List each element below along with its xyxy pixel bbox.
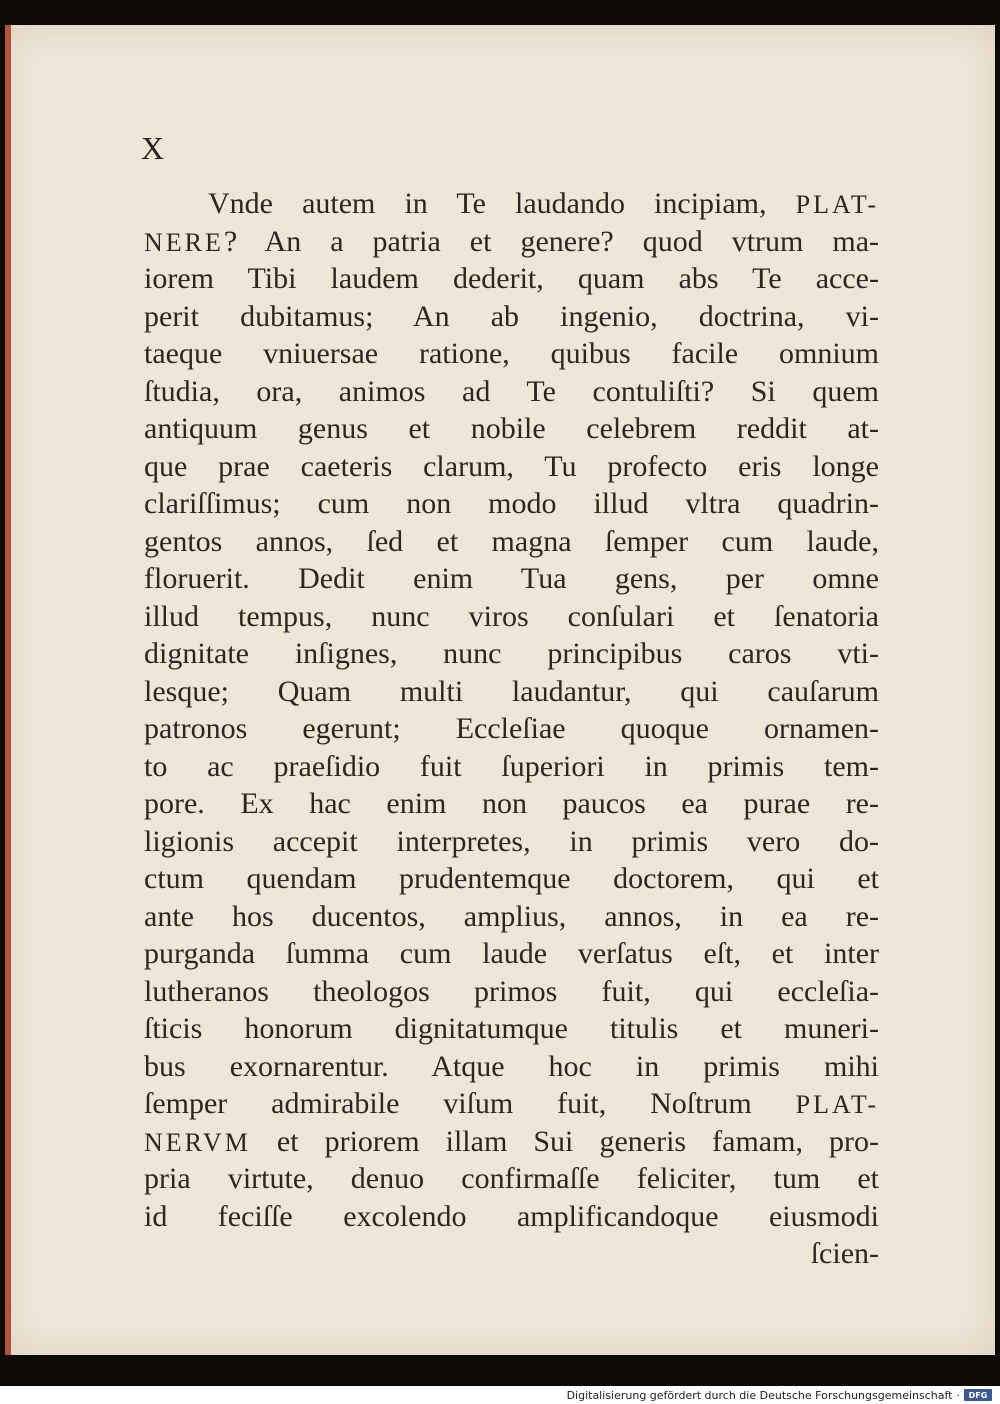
text-line [144, 785, 879, 823]
text-segment: iorem Tibi laudem dederit, quam abs Te acce- [144, 262, 879, 295]
text-segment: ſemper admirabile viſum fuit, Noſtrum [144, 1087, 796, 1120]
text-line [144, 185, 879, 223]
text-segment: taeque vniuersae ratione, quibus facile omnium [144, 337, 879, 370]
text-line [144, 1048, 879, 1086]
text-segment: to ac praeſidio fuit ſuperiori in primis tem- [144, 749, 879, 783]
text-segment: illud tempus, nunc viros conſulari et ſenatoria [144, 599, 879, 633]
text-segment: NERE [144, 227, 224, 257]
text-segment: que prae caeteris clarum, Tu profecto eris longe [144, 449, 879, 483]
text-segment: ſtudia, ora, animos ad Te contuliſti? Si quem [144, 374, 879, 408]
text-segment: gentos annos, ſed et magna ſemper cum laude, [144, 524, 879, 558]
text-line [144, 898, 879, 936]
body-text [144, 185, 879, 1273]
text-line [144, 223, 879, 261]
text-segment: lesque; Quam multi laudantur, qui cauſarum [144, 674, 879, 708]
text-line [144, 1085, 879, 1123]
text-line [144, 410, 879, 448]
text-segment: ſticis honorum dignitatumque titulis et muneri- [144, 1012, 879, 1045]
text-segment: lutheranos theologos primos fuit, qui eccleſia- [144, 974, 879, 1008]
text-line [144, 673, 879, 711]
text-segment: ſcien- [810, 1237, 879, 1270]
text-line [144, 335, 879, 373]
text-line [144, 598, 879, 636]
text-segment: bus exornarentur. Atque hoc in primis mihi [144, 1049, 879, 1083]
dfg-logo: DFG [964, 1389, 992, 1401]
text-segment: ctum quendam prudentemque doctorem, qui et [144, 862, 879, 895]
text-line [144, 748, 879, 786]
text-segment: floruerit. Dedit enim Tua gens, per omne [144, 562, 879, 595]
text-line [144, 1123, 879, 1161]
text-line [144, 635, 879, 673]
text-segment: patronos egerunt; Eccleſiae quoque ornamen- [144, 712, 879, 745]
text-segment: Vnde autem in Te laudando incipiam, [208, 187, 796, 220]
text-line [144, 298, 879, 336]
text-line [144, 1160, 879, 1198]
text-segment: perit dubitamus; An ab ingenio, doctrina, vi- [144, 299, 879, 333]
text-segment: pria virtute, denuo confirmaſſe feliciter, tum et [144, 1162, 879, 1195]
text-segment: id feciſſe excolendo amplificandoque eiusmodi [144, 1199, 879, 1233]
text-line [144, 448, 879, 486]
text-line [144, 1010, 879, 1048]
text-segment: PLAT- [795, 190, 879, 219]
page-edge [5, 25, 11, 1355]
digitization-footer: Digitalisierung gefördert durch die Deutsche Forschungsgemeinschaft · DFG [567, 1388, 992, 1402]
text-line [144, 860, 879, 898]
text-segment: antiquum genus et nobile celebrem reddit at- [144, 412, 879, 445]
text-line [144, 373, 879, 411]
book-page [5, 25, 995, 1355]
text-segment: ligionis accepit interpretes, in primis vero do- [144, 824, 879, 858]
text-segment: pore. Ex hac enim non paucos ea purae re- [144, 787, 879, 820]
text-line [144, 560, 879, 598]
text-segment: dignitate inſignes, nunc principibus caros vti- [144, 637, 879, 670]
text-line [144, 710, 879, 748]
text-line [144, 485, 879, 523]
text-segment: purganda ſumma cum laude verſatus eſt, et inter [144, 937, 879, 970]
text-segment: ? An a patria et genere? quod vtrum ma- [223, 224, 879, 258]
text-segment: PLAT- [795, 1090, 879, 1119]
text-line [144, 973, 879, 1011]
footer-credit: Digitalisierung gefördert durch die Deutsche Forschungsgemeinschaft [566, 1388, 953, 1402]
text-segment: NERVM [144, 1127, 251, 1157]
text-segment: et priorem illam Sui generis famam, pro- [250, 1124, 879, 1158]
text-segment: ante hos ducentos, amplius, annos, in ea re- [144, 899, 879, 933]
text-line [144, 935, 879, 973]
text-line [144, 523, 879, 561]
text-segment: clariſſimus; cum non modo illud vltra quadrin- [144, 487, 879, 520]
text-line [144, 260, 879, 298]
text-line [144, 1235, 879, 1273]
text-line [144, 1198, 879, 1236]
page-number: X [141, 130, 165, 166]
text-line [144, 823, 879, 861]
